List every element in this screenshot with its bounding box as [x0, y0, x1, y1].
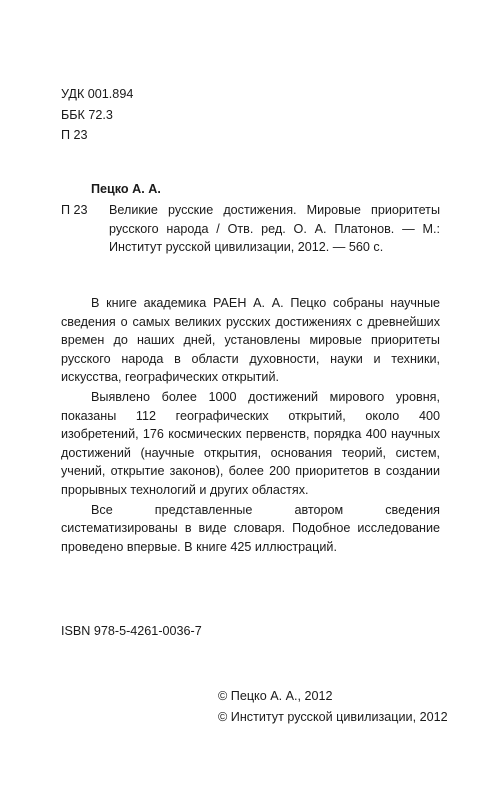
annotation-paragraph: Все представленные автором сведения систематизированы в виде словаря. Подобное исследование проведено впервые. В книге 425 иллюстраций.: [61, 502, 440, 554]
udk-code: УДК 001.894: [61, 87, 134, 101]
annotation-paragraph: Выявлено более 1000 достижений мирового уровня, показаны 112 географических открытий, около 400 изобретений, 176 космических первенств, порядка 400 научных достижений (научные открытия, основания теорий, систем, учений, открытие законов), более 200 приоритетов в создании прорывных технологий и других областях.: [61, 389, 440, 497]
copyright-publisher: © Институт русской цивилизации, 2012: [218, 710, 448, 724]
annotation-paragraph: В книге академика РАЕН А. А. Пецко собраны научные сведения о самых великих русских достижениях с древнейших времен до наших дней, установлены мировые приоритеты русского народа в области духовности, науки и техники, искусства, географических открытий.: [61, 296, 440, 385]
bbk-code: ББК 72.3: [61, 107, 113, 122]
annotation: [61, 294, 440, 556]
isbn: ISBN 978-5-4261-0036-7: [61, 624, 202, 638]
record-code: П 23: [61, 203, 88, 217]
copyright-notice: [218, 686, 448, 728]
author-mark: П 23: [61, 128, 88, 142]
copyright-author: © Пецко А. А., 2012: [218, 689, 333, 703]
record-author: Пецко А. А.: [91, 182, 161, 196]
record-description: Великие русские достижения. Мировые приоритеты русского народа / Отв. ред. О. А. Платонов. — М.: Институт русской цивилизации, 2012. — 560 с.: [109, 203, 440, 255]
classification-codes: [61, 84, 133, 146]
